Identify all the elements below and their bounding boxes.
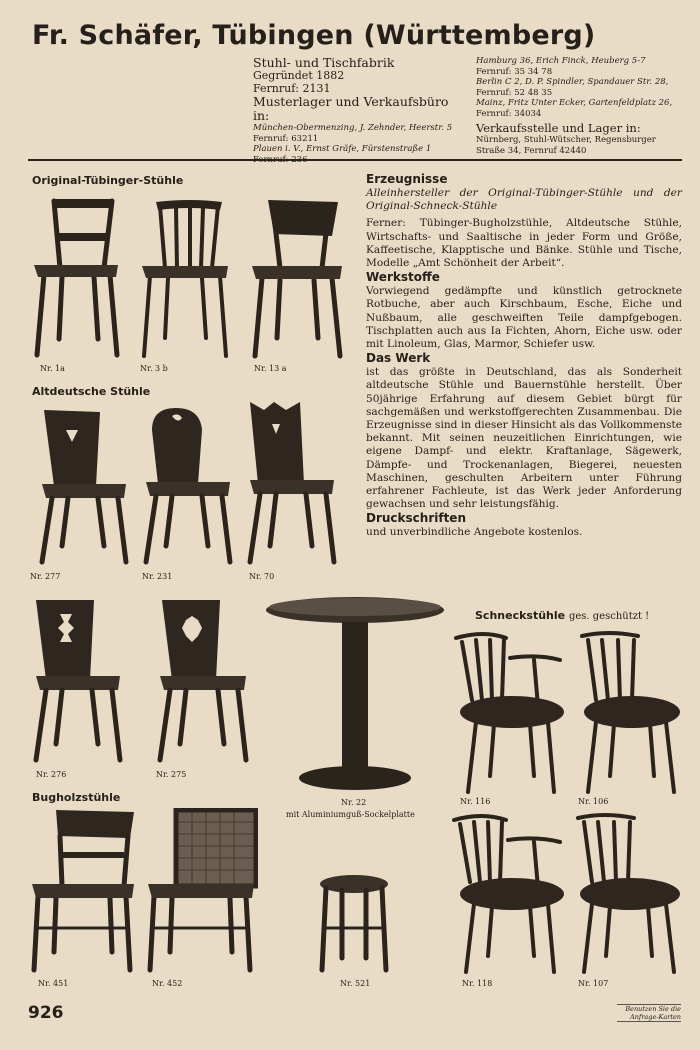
company-line: Fernruf: 2131 [253, 81, 331, 95]
section-original-heading: Original-Tübinger-Stühle [32, 174, 184, 187]
office-line: Straße 34, Fernruf 42440 [476, 145, 587, 156]
chair-70-image [246, 400, 338, 568]
chair-118-image [452, 812, 564, 978]
caption-1a: Nr. 1a [40, 364, 65, 373]
schneck-title: Schneckstühle [475, 609, 566, 622]
caption-22-subtitle: mit Aluminiumguß-Sockelplatte [286, 810, 415, 819]
chair-452-image [146, 808, 258, 976]
company-line: Stuhl- und Tischfabrik [253, 55, 395, 70]
chair-277-image [38, 408, 130, 568]
office-line: Berlin C 2, D. P. Spindler, Spandauer Str. 28, [476, 77, 669, 87]
section-schneck-heading [475, 609, 649, 622]
company-line: Fernruf: 63211 [253, 133, 319, 144]
office-line: Mainz, Fritz Unter Ecker, Gartenfeldplatz 26, [476, 98, 673, 108]
caption-107: Nr. 107 [578, 979, 609, 988]
caption-116: Nr. 116 [460, 797, 491, 806]
caption-13a: Nr. 13 a [254, 364, 287, 373]
page-number: 926 [28, 1003, 64, 1023]
company-line: Gegründet 1882 [253, 69, 345, 82]
caption-451: Nr. 451 [38, 979, 69, 988]
chair-116-image [454, 630, 564, 798]
note-line: Anfrage-Karten [630, 1013, 681, 1021]
office-line: Hamburg 36, Erich Finck, Heuberg 5-7 [476, 56, 646, 66]
caption-231: Nr. 231 [142, 572, 173, 581]
sales-offices [476, 56, 682, 156]
page-title: Fr. Schäfer, Tübingen (Württemberg) [32, 20, 596, 51]
company-line: Plauen i. V., Ernst Gräfe, Fürstenstraße 1 [253, 144, 432, 154]
heading-das-werk: Das Werk [366, 351, 431, 366]
office-line: Verkaufsstelle und Lager in: [476, 121, 641, 135]
paragraph-alleinhersteller: Alleinhersteller der Original-Tübinger-Stühle und der Original-Schneck-Stühle [366, 187, 682, 213]
office-line: Fernruf: 35 34 78 [476, 66, 553, 77]
schneck-note: ges. geschützt ! [568, 611, 650, 622]
stool-521-image [318, 874, 390, 974]
section-bugholz-heading: Bugholzstühle [32, 791, 121, 804]
office-line: Fernruf: 52 48 35 [476, 87, 553, 98]
section-altdeutsche-heading: Altdeutsche Stühle [32, 385, 151, 398]
caption-22: Nr. 22 [341, 798, 367, 807]
chair-13a-image [250, 196, 346, 361]
chair-276-image [32, 598, 124, 766]
caption-521: Nr. 521 [340, 979, 371, 988]
caption-118: Nr. 118 [462, 979, 493, 988]
heading-erzeugnisse: Erzeugnisse [366, 172, 448, 186]
office-line: Fernruf: 34034 [476, 108, 542, 119]
chair-3b-image [140, 198, 230, 361]
caption-106: Nr. 106 [578, 797, 609, 806]
description-text [366, 172, 682, 540]
chair-275-image [156, 598, 250, 766]
chair-231-image [142, 406, 234, 568]
table-22-image [264, 596, 446, 794]
chair-1a-image [32, 193, 122, 361]
company-line: Musterlager und Verkaufsbüro in: [253, 94, 449, 123]
inquiry-card-note [617, 1004, 681, 1022]
paragraph-druckschriften: und unverbindliche Angebote kostenlos. [366, 526, 583, 539]
caption-275: Nr. 275 [156, 770, 187, 779]
chair-451-image [30, 808, 140, 976]
caption-70: Nr. 70 [249, 572, 275, 581]
office-line: Nürnberg, Stuhl-Wütscher, Regensburger [476, 135, 656, 145]
header-divider [28, 159, 682, 161]
heading-druckschriften: Druckschriften [366, 511, 466, 526]
chair-107-image [574, 812, 682, 978]
company-line: München-Obermenzing, J. Zehnder, Heerstr. 5 [253, 123, 453, 133]
heading-werkstoffe: Werkstoffe [366, 270, 440, 285]
note-line: Benutzen Sie die [625, 1005, 681, 1013]
paragraph-werkstoffe: Vorwiegend gedämpfte und künstlich getrocknete Rotbuche, aber auch Kirschbaum, Esche, Eiche und Nußbaum, alle geschweiften Teile dampfgebogen. Tischplatten auch aus Ia Fichten, Ahorn, Eiche usw. oder mit Linoleum, Glas, Marmor, Schiefer usw. [366, 285, 682, 351]
company-info [253, 56, 463, 165]
caption-277: Nr. 277 [30, 572, 61, 581]
caption-3b: Nr. 3 b [140, 364, 168, 373]
chair-106-image [578, 630, 682, 798]
caption-452: Nr. 452 [152, 979, 183, 988]
caption-276: Nr. 276 [36, 770, 67, 779]
paragraph-ferner: Ferner: Tübinger-Bugholzstühle, Altdeutsche Stühle, Wirtschafts- und Saaltische in jeder Form und Größe, Kaffeetische, Klapptische und Bänke. Stühle und Tische, Modelle „Amt Schönheit der Arbeit“. [366, 217, 682, 270]
paragraph-das-werk: ist das größte in Deutschland, das als Sonderheit altdeutsche Stühle und Bauernstühle herstellt. Über 50jährige Erfahrung auf diesem Gebiet bürgt für sachgemäßen und werkstoffgerechten Zusammenbau. Die Erzeugnisse sind in dieser Hinsicht als das Vollkommenste bekannt. Mit seinen neuzeitlichen Einrichtungen, wie eigene Dampf- und elektr. Kraftanlage, Sägewerk, Dämpfe- und Trockenanlagen, Biegerei, neuesten Maschinen, geschulten Arbeitern unter Führung erfahrener Fachleute, ist das Werk jeder Anforderung gewachsen und sehr leistungsfähig. [366, 366, 682, 511]
